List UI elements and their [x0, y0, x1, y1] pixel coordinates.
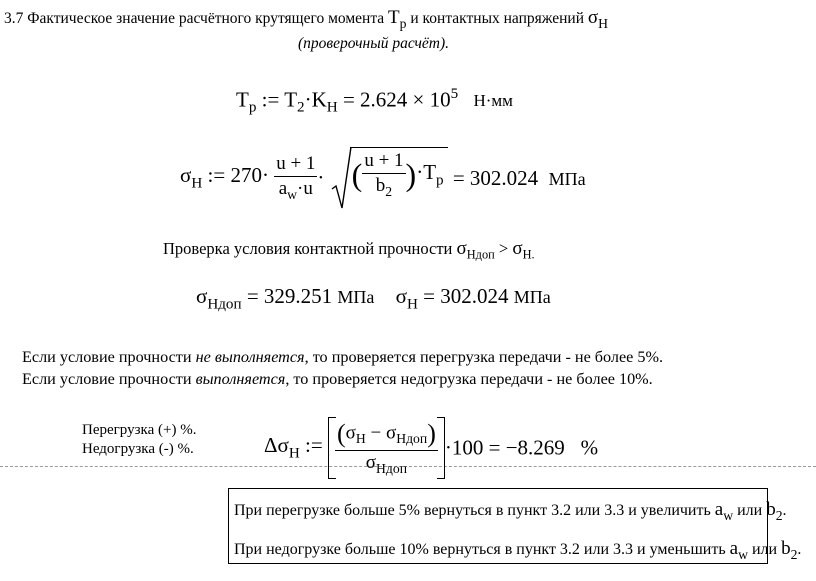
contact-stress-equation: $\sigma_H$ := 270· $\frac{u + 1}{a_w\cdot u}$ · ( $\frac{u + 1}{b_2}$ )$\cdot T_p = 302.024$ МПа	[180, 145, 586, 205]
sigma-h-symbol: $\sigma_H$	[587, 7, 609, 31]
check-condition: Проверка условия контактной прочности $\sigma_{Hдоп} > \sigma_{H.}$	[163, 238, 535, 262]
recommendation-underload: При недогрузке больше 10% вернуться в пункт 3.2 или 3.3 и уменьшить $a_w$ или $b_2$.	[234, 537, 802, 562]
square-root: ( $\frac{u + 1}{b_2}$ )$\cdot T_p$	[330, 145, 448, 211]
allowable-vs-actual: $\sigma_{Hдоп} = 329.251$ МПа $\sigma_H = 302.024$ МПа	[196, 284, 551, 313]
torque-equation: $T_p$ := $T_2\cdot K_H = 2.624 \times 10^5$ Н·мм	[236, 86, 513, 116]
recommendation-text	[234, 493, 801, 571]
stress-fraction: $\frac{u + 1}{a_w\cdot u}$	[276, 153, 316, 202]
contact-stress-unit: МПа	[548, 168, 586, 189]
section-subtitle: (проверочный расчёт).	[298, 35, 450, 52]
load-deviation-equation: $\Delta\sigma_H$ := $\frac{(\sigma_H - \sigma_{Hдоп})}{\sigma_{Hдоп}}$ ·100 = −8.269 %	[264, 417, 598, 485]
paragraph-line-overload: Если условие прочности не выполняется, то проверяется перегрузка передачи - не более 5%.	[22, 348, 664, 366]
bracket-expression: $\frac{(\sigma_H - \sigma_{Hдоп})}{\sigma_{Hдоп}}$	[328, 417, 445, 479]
paragraph-line-underload: Если условие прочности выполняется, то проверяется недогрузка передачи - не более 10%.	[22, 370, 653, 388]
load-labels: Перегрузка (+) %. Недогрузка (-) %.	[82, 422, 197, 457]
contact-stress-value: 302.024	[469, 165, 539, 190]
allowable-stress-value: 329.251	[263, 284, 333, 308]
recommendation-overload: При перегрузке больше 5% вернуться в пункт 3.2 или 3.3 и увеличить $a_w$ или $b_2$.	[234, 499, 787, 523]
torque-value: 2.624	[360, 87, 408, 112]
section-title: 3.7 Фактическое значение расчётного крутящего момента $T_p$ и контактных напряжений $\sigma_H$	[4, 7, 609, 31]
torque-unit: Н·мм	[473, 91, 513, 111]
torque-symbol: $T_p$	[388, 7, 407, 31]
radical-sign	[330, 145, 352, 211]
load-deviation-value: ·100 = −8.269	[444, 435, 565, 460]
actual-stress-value: 302.024	[440, 284, 509, 308]
condition-paragraph	[22, 346, 663, 390]
